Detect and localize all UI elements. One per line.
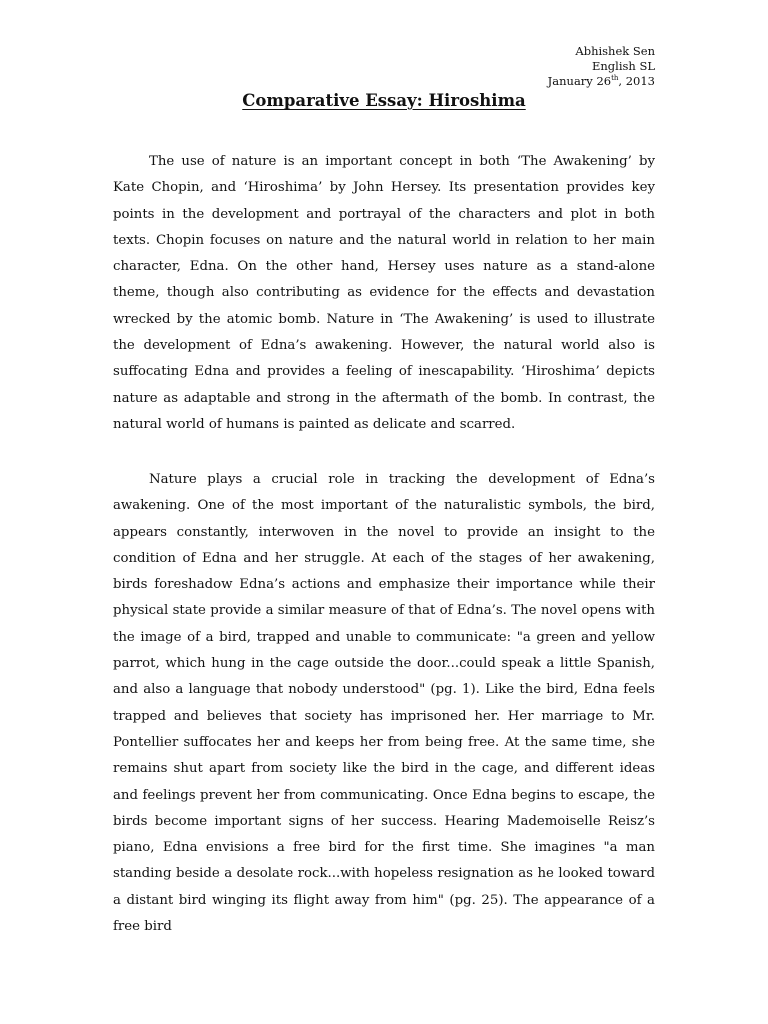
paragraph-1: The use of nature is an important concept in both ‘The Awakening’ by Kate Chopin, and ‘Hiroshima’ by John Hersey. Its presentation provides key points in the development and portrayal of the characters and plot in both texts. Chopin focuses on nature and the natural world in relation to her main character, Edna. On the other hand, Hersey uses nature as a stand-alone theme, though also contributing as evidence for the effects and devastation wrecked by the atomic bomb. Nature in ‘The Awakening’ is used to illustrate the development of Edna’s awakening. However, the natural world also is suffocating Edna and provides a feeling of inescapability. ‘Hiroshima’ depicts nature as adaptable and strong in the aftermath of the bomb. In contrast, the natural world of humans is painted as delicate and scarred. <box>113 154 655 432</box>
author-header <box>548 44 655 89</box>
date-suffix: , 2013 <box>618 74 655 88</box>
date-ordinal: th <box>611 74 619 83</box>
date-prefix: January 26 <box>547 74 612 88</box>
essay-title: Comparative Essay: Hiroshima <box>242 91 526 110</box>
paragraph-2: Nature plays a crucial role in tracking the development of Edna’s awakening. One of the most important of the naturalistic symbols, the bird, appears constantly, interwoven in the novel to provide an insight to the condition of Edna and her struggle. At each of the stages of her awakening, birds foreshadow Edna’s actions and emphasize their importance while their physical state provide a similar measure of that of Edna’s. The novel opens with the image of a bird, trapped and unable to communicate: "a green and yellow parrot, which hung in the cage outside the door...could speak a little Spanish, and also a language that nobody understood" (pg. 1). Like the bird, Edna feels trapped and believes that society has imprisoned her. Her marriage to Mr. Pontellier suffocates her and keeps her from being free. At the same time, she remains shut apart from society like the bird in the cage, and different ideas and feelings prevent her from communicating. Once Edna begins to escape, the birds become important signs of her success. Hearing Mademoiselle Reisz’s piano, Edna envisions a free bird for the first time. She imagines "a man standing beside a desolate rock...with hopeless resignation as he looked toward a distant bird winging its flight away from him" (pg. 25). The appearance of a free bird <box>113 472 655 935</box>
author-name: Abhishek Sen <box>575 44 655 58</box>
essay-date <box>548 74 655 89</box>
course-name: English SL <box>592 59 655 73</box>
